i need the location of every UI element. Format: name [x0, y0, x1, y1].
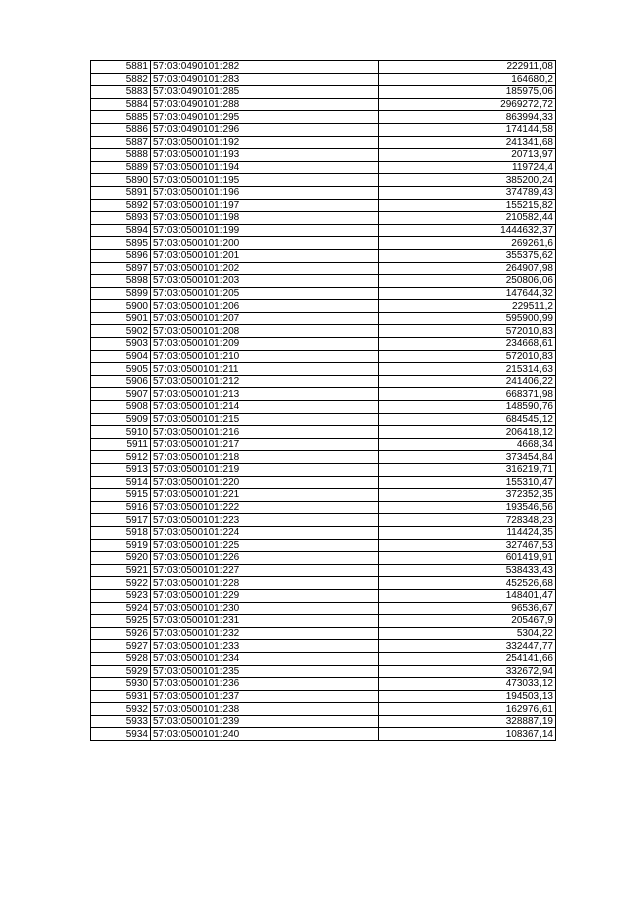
cadastral-number-cell: 57:03:0500101:216 [151, 426, 379, 439]
cadastral-number-cell: 57:03:0500101:206 [151, 300, 379, 313]
cadastral-value-cell: 215314,63 [379, 363, 556, 376]
cadastral-number-cell: 57:03:0500101:227 [151, 564, 379, 577]
cadastral-value-cell: 222911,08 [379, 61, 556, 74]
row-number-cell: 5927 [91, 640, 151, 653]
table-body [91, 61, 556, 741]
cadastral-value-cell: 538433,43 [379, 564, 556, 577]
cadastral-value-cell: 601419,91 [379, 552, 556, 565]
row-number-cell: 5884 [91, 98, 151, 111]
cadastral-number-cell: 57:03:0500101:231 [151, 615, 379, 628]
row-number-cell: 5883 [91, 86, 151, 99]
table-row [91, 665, 556, 678]
cadastral-value-cell: 250806,06 [379, 275, 556, 288]
row-number-cell: 5907 [91, 388, 151, 401]
row-number-cell: 5919 [91, 539, 151, 552]
row-number-cell: 5933 [91, 715, 151, 728]
row-number-cell: 5916 [91, 501, 151, 514]
table-row [91, 413, 556, 426]
cadastral-number-cell: 57:03:0500101:201 [151, 249, 379, 262]
table-row [91, 312, 556, 325]
cadastral-number-cell: 57:03:0500101:225 [151, 539, 379, 552]
table-row [91, 325, 556, 338]
row-number-cell: 5922 [91, 577, 151, 590]
table-row [91, 589, 556, 602]
row-number-cell: 5888 [91, 149, 151, 162]
row-number-cell: 5914 [91, 476, 151, 489]
cadastral-number-cell: 57:03:0500101:192 [151, 136, 379, 149]
table-row [91, 199, 556, 212]
row-number-cell: 5926 [91, 627, 151, 640]
row-number-cell: 5908 [91, 401, 151, 414]
row-number-cell: 5896 [91, 249, 151, 262]
cadastral-value-cell: 473033,12 [379, 678, 556, 691]
row-number-cell: 5886 [91, 123, 151, 136]
row-number-cell: 5911 [91, 438, 151, 451]
cadastral-number-cell: 57:03:0500101:217 [151, 438, 379, 451]
cadastral-value-cell: 210582,44 [379, 212, 556, 225]
row-number-cell: 5904 [91, 350, 151, 363]
cadastral-value-cell: 316219,71 [379, 464, 556, 477]
row-number-cell: 5906 [91, 375, 151, 388]
cadastral-number-cell: 57:03:0500101:208 [151, 325, 379, 338]
cadastral-number-cell: 57:03:0500101:228 [151, 577, 379, 590]
cadastral-value-cell: 174144,58 [379, 123, 556, 136]
cadastral-value-cell: 684545,12 [379, 413, 556, 426]
table-row [91, 224, 556, 237]
row-number-cell: 5915 [91, 489, 151, 502]
cadastral-value-cell: 373454,84 [379, 451, 556, 464]
row-number-cell: 5899 [91, 287, 151, 300]
table-row [91, 489, 556, 502]
cadastral-value-cell: 355375,62 [379, 249, 556, 262]
table-row [91, 539, 556, 552]
table-row [91, 212, 556, 225]
cadastral-number-cell: 57:03:0490101:288 [151, 98, 379, 111]
row-number-cell: 5891 [91, 186, 151, 199]
row-number-cell: 5905 [91, 363, 151, 376]
cadastral-value-cell: 148401,47 [379, 589, 556, 602]
table-row [91, 577, 556, 590]
row-number-cell: 5930 [91, 678, 151, 691]
table-row [91, 476, 556, 489]
row-number-cell: 5918 [91, 526, 151, 539]
cadastral-value-cell: 155310,47 [379, 476, 556, 489]
cadastral-value-cell: 332447,77 [379, 640, 556, 653]
row-number-cell: 5912 [91, 451, 151, 464]
table-row [91, 690, 556, 703]
cadastral-number-cell: 57:03:0500101:239 [151, 715, 379, 728]
table-row [91, 174, 556, 187]
cadastral-number-cell: 57:03:0500101:235 [151, 665, 379, 678]
table-row [91, 501, 556, 514]
cadastral-number-cell: 57:03:0490101:285 [151, 86, 379, 99]
cadastral-value-cell: 327467,53 [379, 539, 556, 552]
table-row [91, 375, 556, 388]
cadastral-value-cell: 229511,2 [379, 300, 556, 313]
cadastral-number-cell: 57:03:0500101:199 [151, 224, 379, 237]
row-number-cell: 5895 [91, 237, 151, 250]
cadastral-value-cell: 96536,67 [379, 602, 556, 615]
row-number-cell: 5909 [91, 413, 151, 426]
row-number-cell: 5881 [91, 61, 151, 74]
table-row [91, 98, 556, 111]
table-row [91, 678, 556, 691]
cadastral-number-cell: 57:03:0500101:226 [151, 552, 379, 565]
row-number-cell: 5885 [91, 111, 151, 124]
cadastral-number-cell: 57:03:0500101:238 [151, 703, 379, 716]
cadastral-value-cell: 194503,13 [379, 690, 556, 703]
cadastral-value-cell: 119724,4 [379, 161, 556, 174]
table-row [91, 728, 556, 741]
cadastral-number-cell: 57:03:0490101:295 [151, 111, 379, 124]
row-number-cell: 5889 [91, 161, 151, 174]
cadastral-number-cell: 57:03:0500101:236 [151, 678, 379, 691]
row-number-cell: 5910 [91, 426, 151, 439]
table-row [91, 73, 556, 86]
row-number-cell: 5898 [91, 275, 151, 288]
cadastral-number-cell: 57:03:0500101:237 [151, 690, 379, 703]
table-row [91, 249, 556, 262]
row-number-cell: 5887 [91, 136, 151, 149]
cadastral-number-cell: 57:03:0500101:234 [151, 652, 379, 665]
cadastral-number-cell: 57:03:0500101:202 [151, 262, 379, 275]
cadastral-value-cell: 1444632,37 [379, 224, 556, 237]
cadastral-value-cell: 264907,98 [379, 262, 556, 275]
cadastral-value-cell: 206418,12 [379, 426, 556, 439]
cadastral-value-cell: 572010,83 [379, 325, 556, 338]
cadastral-number-cell: 57:03:0500101:223 [151, 514, 379, 527]
row-number-cell: 5894 [91, 224, 151, 237]
cadastral-value-cell: 5304,22 [379, 627, 556, 640]
table-row [91, 526, 556, 539]
row-number-cell: 5923 [91, 589, 151, 602]
cadastral-value-cell: 234668,61 [379, 338, 556, 351]
row-number-cell: 5901 [91, 312, 151, 325]
row-number-cell: 5924 [91, 602, 151, 615]
cadastral-value-cell: 328887,19 [379, 715, 556, 728]
cadastral-number-cell: 57:03:0500101:220 [151, 476, 379, 489]
cadastral-number-cell: 57:03:0500101:198 [151, 212, 379, 225]
cadastral-value-cell: 114424,35 [379, 526, 556, 539]
table-row [91, 262, 556, 275]
cadastral-value-cell: 2969272,72 [379, 98, 556, 111]
cadastral-value-cell: 20713,97 [379, 149, 556, 162]
cadastral-number-cell: 57:03:0490101:296 [151, 123, 379, 136]
cadastral-value-cell: 155215,82 [379, 199, 556, 212]
cadastral-number-cell: 57:03:0500101:232 [151, 627, 379, 640]
cadastral-number-cell: 57:03:0500101:233 [151, 640, 379, 653]
row-number-cell: 5897 [91, 262, 151, 275]
table-row [91, 401, 556, 414]
row-number-cell: 5928 [91, 652, 151, 665]
cadastral-value-cell: 269261,6 [379, 237, 556, 250]
table-row [91, 287, 556, 300]
cadastral-number-cell: 57:03:0500101:213 [151, 388, 379, 401]
table-row [91, 111, 556, 124]
table-row [91, 703, 556, 716]
cadastral-value-cell: 728348,23 [379, 514, 556, 527]
cadastral-number-cell: 57:03:0500101:221 [151, 489, 379, 502]
row-number-cell: 5920 [91, 552, 151, 565]
row-number-cell: 5913 [91, 464, 151, 477]
row-number-cell: 5890 [91, 174, 151, 187]
row-number-cell: 5931 [91, 690, 151, 703]
cadastral-number-cell: 57:03:0500101:215 [151, 413, 379, 426]
cadastral-value-cell: 452526,68 [379, 577, 556, 590]
cadastral-value-cell: 241341,68 [379, 136, 556, 149]
table-row [91, 464, 556, 477]
cadastral-number-cell: 57:03:0500101:197 [151, 199, 379, 212]
cadastral-number-cell: 57:03:0500101:203 [151, 275, 379, 288]
cadastral-number-cell: 57:03:0500101:193 [151, 149, 379, 162]
row-number-cell: 5903 [91, 338, 151, 351]
cadastral-value-table [90, 60, 556, 741]
table-row [91, 552, 556, 565]
cadastral-number-cell: 57:03:0500101:222 [151, 501, 379, 514]
row-number-cell: 5934 [91, 728, 151, 741]
row-number-cell: 5893 [91, 212, 151, 225]
table-row [91, 61, 556, 74]
cadastral-number-cell: 57:03:0500101:211 [151, 363, 379, 376]
cadastral-value-cell: 185975,06 [379, 86, 556, 99]
row-number-cell: 5929 [91, 665, 151, 678]
cadastral-number-cell: 57:03:0500101:210 [151, 350, 379, 363]
table-row [91, 652, 556, 665]
table-row [91, 627, 556, 640]
cadastral-number-cell: 57:03:0500101:195 [151, 174, 379, 187]
table-row [91, 149, 556, 162]
row-number-cell: 5925 [91, 615, 151, 628]
table-row [91, 715, 556, 728]
table-row [91, 438, 556, 451]
cadastral-number-cell: 57:03:0500101:194 [151, 161, 379, 174]
cadastral-value-cell: 4668,34 [379, 438, 556, 451]
cadastral-value-cell: 572010,83 [379, 350, 556, 363]
cadastral-value-cell: 332672,94 [379, 665, 556, 678]
cadastral-number-cell: 57:03:0500101:196 [151, 186, 379, 199]
table-row [91, 186, 556, 199]
cadastral-number-cell: 57:03:0500101:240 [151, 728, 379, 741]
cadastral-value-cell: 193546,56 [379, 501, 556, 514]
cadastral-number-cell: 57:03:0500101:212 [151, 375, 379, 388]
cadastral-number-cell: 57:03:0500101:209 [151, 338, 379, 351]
cadastral-number-cell: 57:03:0500101:207 [151, 312, 379, 325]
table-row [91, 338, 556, 351]
cadastral-value-cell: 374789,43 [379, 186, 556, 199]
table-row [91, 426, 556, 439]
table-row [91, 237, 556, 250]
cadastral-number-cell: 57:03:0500101:200 [151, 237, 379, 250]
row-number-cell: 5892 [91, 199, 151, 212]
cadastral-number-cell: 57:03:0500101:214 [151, 401, 379, 414]
table-row [91, 300, 556, 313]
cadastral-number-cell: 57:03:0500101:218 [151, 451, 379, 464]
cadastral-number-cell: 57:03:0490101:283 [151, 73, 379, 86]
table-row [91, 451, 556, 464]
table-row [91, 615, 556, 628]
cadastral-value-cell: 108367,14 [379, 728, 556, 741]
cadastral-number-cell: 57:03:0500101:219 [151, 464, 379, 477]
table-row [91, 640, 556, 653]
cadastral-value-cell: 148590,76 [379, 401, 556, 414]
table-row [91, 123, 556, 136]
table-row [91, 602, 556, 615]
table-row [91, 275, 556, 288]
cadastral-value-cell: 147644,32 [379, 287, 556, 300]
cadastral-number-cell: 57:03:0500101:224 [151, 526, 379, 539]
table-row [91, 388, 556, 401]
cadastral-value-cell: 164680,2 [379, 73, 556, 86]
table-row [91, 136, 556, 149]
table-row [91, 86, 556, 99]
cadastral-value-cell: 385200,24 [379, 174, 556, 187]
cadastral-value-cell: 668371,98 [379, 388, 556, 401]
table-row [91, 161, 556, 174]
cadastral-number-cell: 57:03:0500101:229 [151, 589, 379, 602]
table-row [91, 514, 556, 527]
cadastral-value-cell: 162976,61 [379, 703, 556, 716]
cadastral-number-cell: 57:03:0500101:230 [151, 602, 379, 615]
cadastral-value-cell: 241406,22 [379, 375, 556, 388]
row-number-cell: 5917 [91, 514, 151, 527]
row-number-cell: 5932 [91, 703, 151, 716]
table-row [91, 350, 556, 363]
table-row [91, 363, 556, 376]
cadastral-number-cell: 57:03:0490101:282 [151, 61, 379, 74]
row-number-cell: 5921 [91, 564, 151, 577]
cadastral-value-cell: 205467,9 [379, 615, 556, 628]
cadastral-number-cell: 57:03:0500101:205 [151, 287, 379, 300]
cadastral-value-cell: 372352,35 [379, 489, 556, 502]
table-row [91, 564, 556, 577]
row-number-cell: 5902 [91, 325, 151, 338]
row-number-cell: 5900 [91, 300, 151, 313]
cadastral-value-cell: 254141,66 [379, 652, 556, 665]
row-number-cell: 5882 [91, 73, 151, 86]
cadastral-value-cell: 595900,99 [379, 312, 556, 325]
cadastral-value-cell: 863994,33 [379, 111, 556, 124]
